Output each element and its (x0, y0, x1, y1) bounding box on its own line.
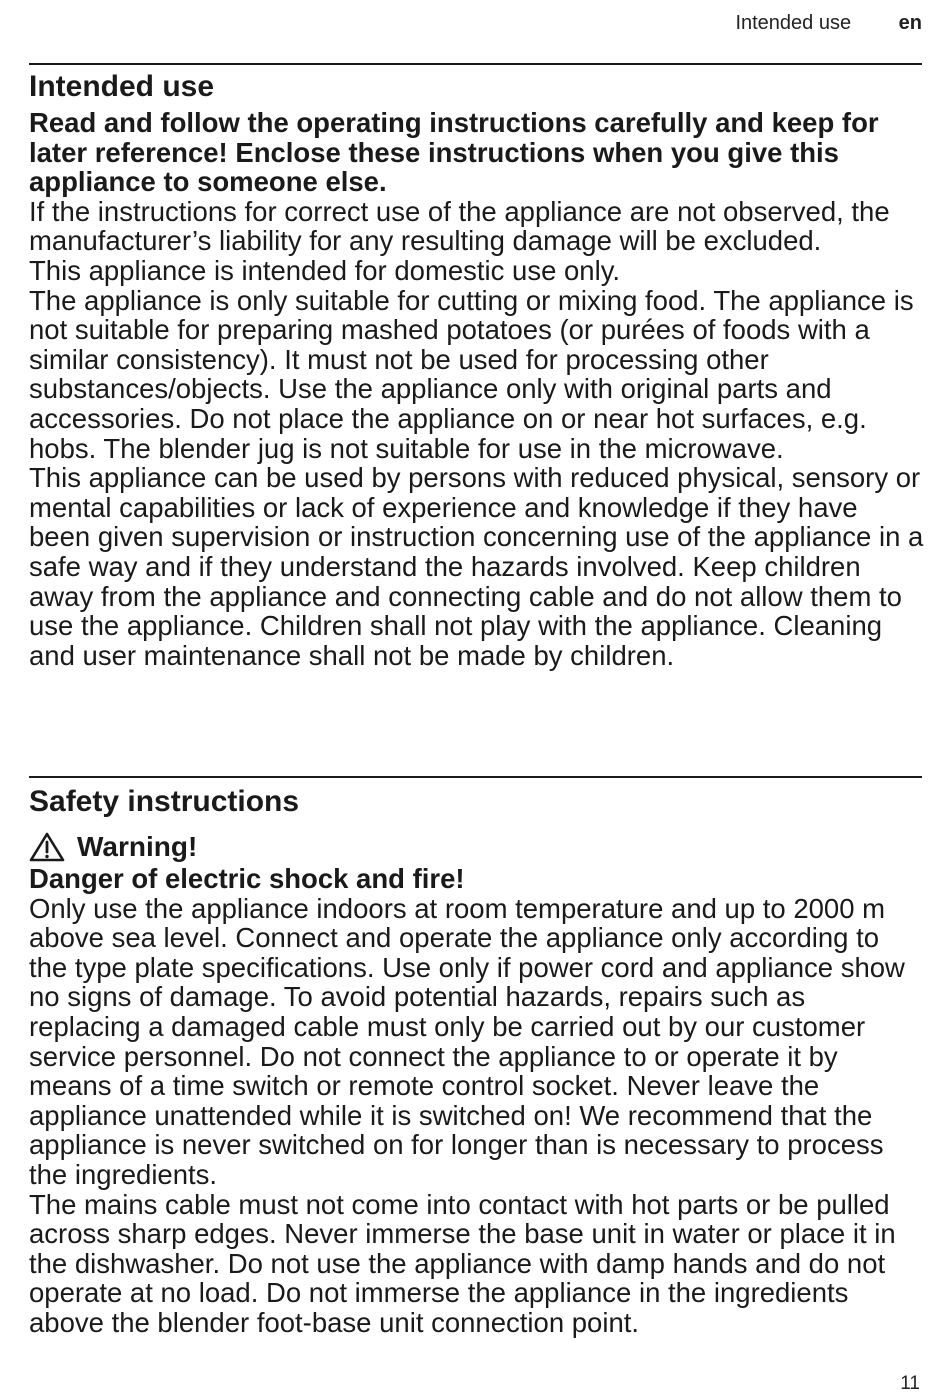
safety-title: Safety instructions (29, 785, 300, 818)
page-number: 11 (900, 1373, 920, 1394)
intended-use-paragraph-suitability: The appliance is only suitable for cutting or mixing food. The appliance is not suitable for preparing mashed potatoes (or purées of foods with a similar consistency). It must not be used for processing other substances/objects. Use the appliance only with original parts and accessories. Do not place the appliance on or near hot surfaces, e.g. hobs. The blender jug is not suitable for use in the microwave. (29, 284, 914, 464)
intended-use-paragraph-liability: If the instructions for correct use of the appliance are not observed, the manufacturer’s liability for any resulting damage will be excluded. (29, 195, 890, 257)
warning-triangle-icon (29, 832, 65, 862)
safety-paragraph-cable: The mains cable must not come into contact with hot parts or be pulled across sharp edges. Never immerse the base unit in water or place it in the dishwasher. Do not use the appliance with damp hands and do not operate at no load. Do not immerse the appliance in the ingredients above the blender foot-base unit connection point. (29, 1188, 896, 1338)
safety-paragraph-usage: Only use the appliance indoors at room temperature and up to 2000 m above sea level. Connect and operate the appliance only according to the type plate specifications. Use only if power cord and appliance show no signs of damage. To avoid potential hazards, repairs such as replacing a damaged cable must only be carried out by our customer service personnel. Do not connect the appliance to or operate it by means of a time switch or remote control socket. Never leave the appliance unattended while it is switched on! We recommend that the appliance is never switched on for longer than is necessary to process the ingredients. (29, 892, 905, 1190)
safety-section (29, 785, 924, 1338)
intended-use-title: Intended use (29, 70, 215, 103)
header-section-title: Intended use (735, 12, 852, 34)
intended-use-intro: Read and follow the operating instructions carefully and keep for later reference! Enclose these instructions when you give this appliance to someone else. (29, 107, 879, 198)
warning-line (29, 830, 924, 864)
header-language: en (898, 12, 922, 34)
section-rule (29, 776, 922, 778)
intended-use-paragraph-persons: This appliance can be used by persons with reduced physical, sensory or mental capabilities or lack of experience and knowledge if they have been given supervision or instruction concerning use of the appliance in a safe way and if they understand the hazards involved. Keep children away from the appliance and connecting cable and do not allow them to use the appliance. Children shall not play with the appliance. Cleaning and user maintenance shall not be made by children. (29, 462, 924, 671)
warning-label: Warning! (77, 831, 198, 862)
intended-use-paragraph-domestic: This appliance is intended for domestic use only. (29, 254, 621, 286)
running-header (735, 12, 922, 35)
intended-use-section (29, 70, 924, 670)
header-rule (29, 63, 922, 65)
danger-label: Danger of electric shock and fire! (29, 863, 465, 894)
